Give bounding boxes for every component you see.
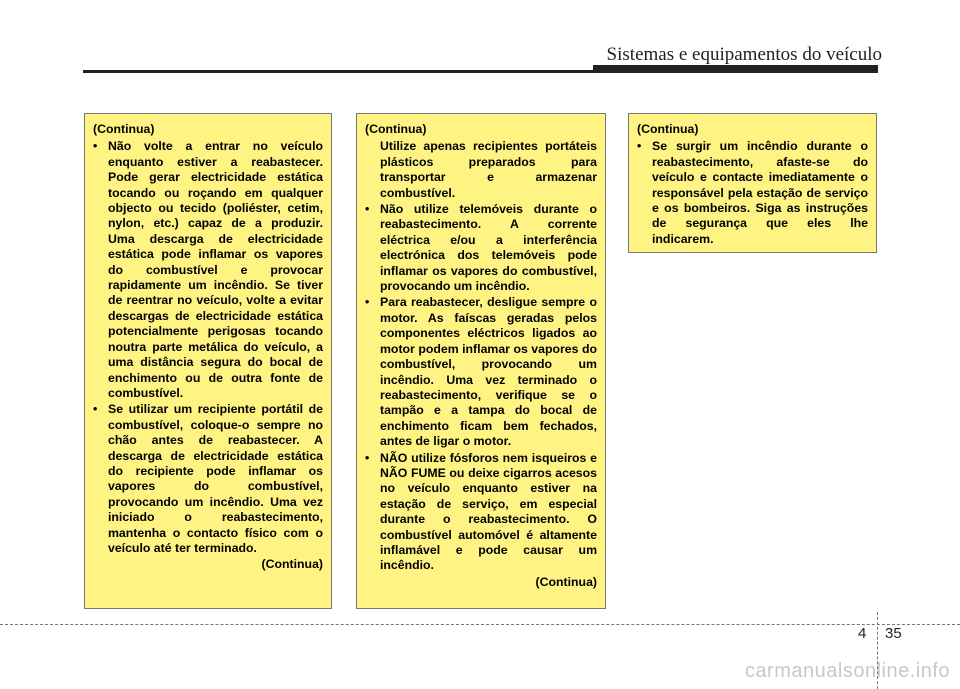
page-number: 35: [885, 625, 902, 642]
header-rule-accent: [593, 65, 878, 72]
bullet: •: [93, 139, 98, 154]
warning-item-text: Se utilizar um recipiente portátil de combustível, coloque-o sempre no chão antes de reabastecer. A descarga de electricidade estática do recipiente pode inflamar os vapores do combustível, provocando um incêndio. Uma vez iniciado o reabastecimento, mantenha o contacto físico com o veículo até ter terminado.: [108, 402, 323, 555]
warning-item: [93, 139, 323, 401]
watermark: carmanualsonline.info: [744, 660, 950, 682]
footer-rule: [0, 624, 960, 625]
warning-item: [93, 402, 323, 556]
continued-label-bottom: (Continua): [261, 557, 323, 572]
warning-box-3: [628, 113, 877, 253]
bullet: •: [365, 450, 370, 465]
warning-item-text: Não utilize telemóveis durante o reabastecimento. A corrente eléctrica e/ou a interferência electrónica dos telemóveis pode inflamar os vapores do combustível, provocando um incêndio.: [380, 202, 597, 294]
continued-label-top: (Continua): [637, 122, 699, 136]
warning-item: [637, 139, 868, 247]
bullet: •: [365, 295, 370, 310]
warning-item-text: Para reabastecer, desligue sempre o motor. As faíscas geradas pelos componentes eléctricos ligados ao motor podem inflamar os vapores do combustível, provocando um incêndio. Uma vez terminado o reabastecimento, verifique se o tampão e a tampa do bocal de enchimento ficam bem fechados, antes de ligar o motor.: [380, 295, 597, 449]
bullet: •: [365, 202, 370, 217]
continued-label-top: (Continua): [365, 122, 427, 136]
page-header-title: Sistemas e equipamentos do veículo: [606, 44, 882, 65]
warning-item: [365, 202, 597, 294]
continued-label-bottom: (Continua): [535, 574, 597, 589]
warning-item: [365, 295, 597, 449]
warning-item: [365, 451, 597, 574]
warning-item-text: Se surgir um incêndio durante o reabastecimento, afaste-se do veículo e contacte imediatamente o responsável pela estação de serviço e os bombeiros. Siga as instruções de segurança que eles lhe indicarem.: [652, 139, 868, 246]
chapter-number: 4: [858, 625, 867, 642]
bullet: •: [637, 139, 642, 154]
bullet: •: [93, 402, 98, 417]
warning-item-text: NÃO utilize fósforos nem isqueiros e NÃO FUME ou deixe cigarros acesos no veículo enquanto estiver na estação de serviço, em especial durante o reabastecimento. O combustível automóvel é altamente inflamável e pode causar um incêndio.: [380, 450, 597, 573]
continued-label-top: (Continua): [93, 122, 155, 136]
warning-lead-text: Utilize apenas recipientes portáteis plásticos preparados para transportar e armazenar combustível.: [380, 139, 597, 200]
warning-box-1: [84, 113, 332, 609]
warning-item-text: Não volte a entrar no veículo enquanto estiver a reabastecer. Pode gerar electricidade estática tocando ou roçando em qualquer objecto ou tecido (poliéster, cetim, nylon, etc.) capaz de a produzir. Uma descarga de electricidade estática pode inflamar os vapores do combustível e provocar rapidamente um incêndio. Se tiver de reentrar no veículo, volte a evitar descargas de electricidade estática potencialmente perigosas tocando noutra parte metálica do veículo, a uma distância segura do bocal de enchimento ou de outra fonte de combustível.: [108, 139, 323, 400]
warning-box-2: [356, 113, 606, 609]
